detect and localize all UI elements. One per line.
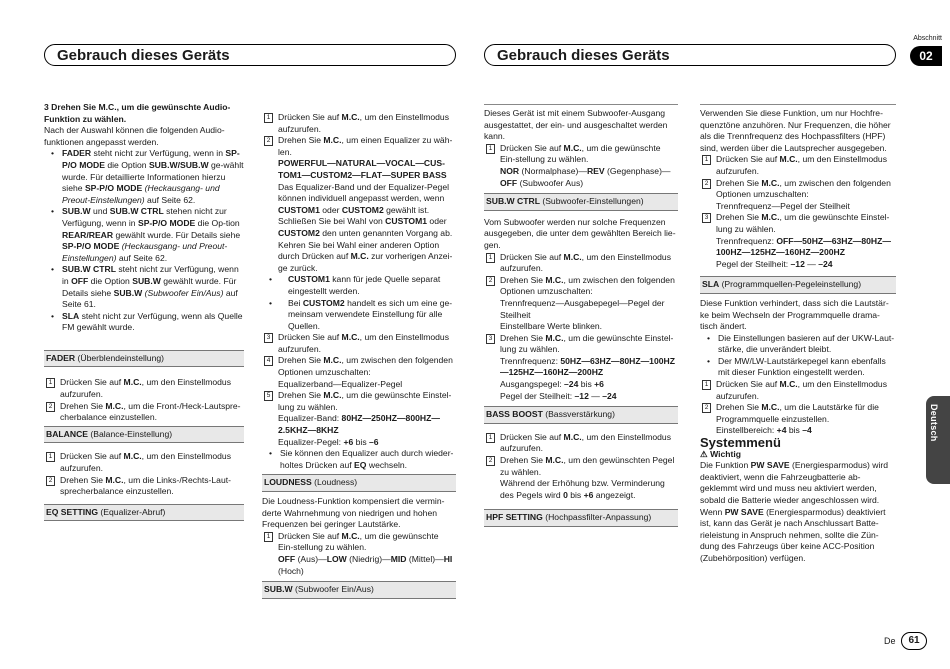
balance-step-1: 1 Drücken Sie auf M.C., um den Einstellmodus aufzurufen. — [44, 451, 244, 474]
subw-slope-level: Pegel der Steilheit: –12 — –24 — [500, 390, 617, 401]
subw-ctrl-heading: SUB.W CTRL (Subwoofer-Einstellungen) — [484, 193, 678, 211]
eq-step-2: 2 Drehen Sie M.C., um einen Equalizer zu wäh-len. — [262, 135, 456, 158]
subw-options: NOR (Normalphase)—REV (Gegenphase)—OFF (Subwoofer Aus) — [500, 165, 671, 188]
fader-step-1: 1 Drücken Sie auf M.C., um den Einstellmodus aufzurufen. — [44, 377, 244, 400]
section-label: Abschnitt — [913, 35, 942, 42]
important-note: ⚠︎ Wichtig — [700, 448, 742, 459]
loudness-step-1: 1 Drücken Sie auf M.C., um die gewünschte Ein-stellung zu wählen. — [262, 531, 456, 554]
subwoofer-heading: SUB.W (Subwoofer Ein/Aus) — [262, 581, 456, 599]
hpf-heading: HPF SETTING (Hochpassfilter-Anpassung) — [484, 509, 678, 527]
sla-description: Diese Funktion verhindert, dass sich die Lautstär-ke beim Wechseln der Programmquelle drama-tisch ändert. — [700, 297, 889, 332]
hpf-options: Trennfrequenz—Pegel der Steilheit — [716, 200, 850, 211]
eq-level-values: Equalizer-Pegel: +6 bis –6 — [278, 436, 379, 447]
hpf-cutoff-values: Trennfrequenz: OFF—50HZ—63HZ—80HZ—100HZ—125HZ—160HZ—200HZ — [716, 235, 891, 258]
hpf-step-2: 2 Drehen Sie M.C., um zwischen den folgenden Optionen umzuschalten: — [700, 178, 896, 201]
hpf-description: Verwenden Sie diese Funktion, um nur Hochfre-quenztöne anzuhören. Nur Frequenzen, die höher als die Trennfrequenz des Hochpassfilters (HPF) sind, werden über die Lautsprecher ausgegeben. — [700, 104, 896, 154]
eq-setting-heading: EQ SETTING (Equalizer-Abruf) — [44, 504, 244, 522]
subw-ctrl-note: Einstellbare Werte blinken. — [500, 321, 603, 332]
balance-step-2: 2 Drehen Sie M.C., um die Links-/Rechts-Laut-sprecherbalance einzustellen. — [44, 475, 244, 498]
bass-step-1: 1 Drücken Sie auf M.C., um den Einstellmodus aufzurufen. — [484, 432, 678, 455]
eq-step-5: 5 Drehen Sie M.C., um die gewünschte Einstel-lung zu wählen. — [262, 390, 456, 413]
language-tab-label: Deutsch — [929, 404, 939, 442]
bass-boost-heading: BASS BOOST (Bassverstärkung) — [484, 406, 678, 424]
fader-heading: FADER (Überblendeinstellung) — [44, 350, 244, 368]
system-menu-text: Die Funktion PW SAVE (Energiesparmodus) wird deaktiviert, wenn die Fahrzeugbatterie ab-geklemmt wird und muss neu aktiviert werden, sobald die Batterie wieder angeschlossen wird. Wenn PW SAVE (Energiesparmodus) deaktiviert ist, kann das Gerät je nach Anschlussart Batte-rieleistung in Anspruch nehmen, sollte die Zün-dung des Fahrzeugs über keine ACC-Position (Zubehörposition) verfügen. — [700, 460, 889, 563]
loudness-description: Die Loudness-Funktion kompensiert die vermin-derte Wahrnehmung von niedrigen und hohen Frequenzen bei geringer Lautstärke. — [262, 496, 445, 530]
sla-note-2: • Der MW/LW-Lautstärkepegel kann ebenfalls mit dieser Funktion eingestellt werden. — [700, 356, 896, 379]
bass-step-2: 2 Drehen Sie M.C., um den gewünschten Pegel zu wählen. — [484, 455, 678, 478]
subw-ctrl-description: Vom Subwoofer werden nur solche Frequenzen ausgegeben, die unter dem gewählten Bereich lie-gen. — [484, 216, 676, 250]
hpf-slope-level: Pegel der Steilheit: –12 — –24 — [716, 258, 833, 269]
loudness-heading: LOUDNESS (Loudness) — [262, 474, 456, 492]
hpf-step-1: 1 Drücken Sie auf M.C., um den Einstellmodus aufzurufen. — [700, 154, 896, 177]
eq-step-4: 4 Drehen Sie M.C., um zwischen den folgenden Optionen umzuschalten: — [262, 355, 456, 378]
step3-intro: Nach der Auswahl können die folgenden Audio-funktionen angepasst werden. — [44, 125, 225, 147]
language-tab — [926, 396, 950, 484]
balance-heading: BALANCE (Balance-Einstellung) — [44, 426, 244, 444]
section-number: 02 — [910, 46, 942, 66]
sla-step-2: 2 Drehen Sie M.C., um die Lautstärke für die Programmquelle einzustellen. — [700, 402, 896, 425]
footer-lang: De — [884, 636, 896, 646]
sla-step-1: 1 Drücken Sie auf M.C., um den Einstellmodus aufzurufen. — [700, 379, 896, 402]
note-subw: • SUB.W und SUB.W CTRL stehen nicht zur Verfügung, wenn in SP-P/O MODE die Op-tion REAR/REAR gewählt wurde. Für Details siehe SP-P/O MODE (Heckausgang- und Preout-Einstellungen) auf Seite 62. — [44, 206, 244, 264]
subw-cutoff-values: Trennfrequenz: 50HZ—63HZ—80HZ—100HZ—125HZ—160HZ—200HZ — [500, 355, 675, 378]
page-header-right — [484, 44, 896, 66]
header-left-title: Gebrauch dieses Geräts — [57, 47, 230, 64]
column-1 — [44, 102, 244, 521]
note-fader: • FADER steht nicht zur Verfügung, wenn in SP-P/O MODE die Option SUB.W/SUB.W ge-wählt wurde. Für detaillierte Informationen hierzu siehe SP-P/O MODE (Heckausgang- und Preout-Einstellungen) auf Seite 62. — [44, 148, 244, 206]
note-sla: • SLA steht nicht zur Verfügung, wenn als Quelle FM gewählt wurde. — [44, 311, 244, 334]
page-header-left — [44, 44, 456, 66]
hpf-step-3: 3 Drehen Sie M.C., um die gewünschte Einstel-lung zu wählen. — [700, 212, 896, 235]
subw-step-1: 1 Drücken Sie auf M.C., um die gewünschte Ein-stellung zu wählen. — [484, 143, 678, 166]
page-number: 61 — [901, 632, 927, 650]
sla-range: Einstellbereich: +4 bis –4 — [716, 425, 812, 436]
column-3 — [484, 104, 678, 527]
fader-step-2: 2 Drehen Sie M.C., um die Front-/Heck-Lautspre-cherbalance einzustellen. — [44, 401, 244, 424]
important-icon: ⚠︎ — [700, 448, 711, 459]
sla-note-1: • Die Einstellungen basieren auf der UKW-Laut-stärke, die unverändert bleibt. — [700, 333, 896, 356]
eq-custom-text: Das Equalizer-Band und der Equalizer-Pegel können individuell angepasst werden, wenn CUSTOM1 oder CUSTOM2 gewählt ist. Schließen Sie bei Wahl von CUSTOM1 oder CUSTOM2 den unten genannten Vorgang ab. Kehren Sie bei Wahl einer anderen Option durch Drücken auf M.C. zur vorherigen Anzei-ge zurück. — [278, 181, 453, 273]
eq-note-custom2: • Bei CUSTOM2 handelt es sich um eine ge-meinsam verwendete Einstellung für alle Quellen. — [262, 298, 456, 333]
subwoofer-description: Dieses Gerät ist mit einem Subwoofer-Ausgang ausgestattet, der ein- und ausgeschaltet werden kann. — [484, 104, 678, 143]
note-subw-ctrl: • SUB.W CTRL steht nicht zur Verfügung, wenn in OFF die Option SUB.W gewählt wurde. Für Details siehe SUB.W (Subwoofer Ein/Aus) auf Seite 61. — [44, 264, 244, 310]
step3-title: 3 Drehen Sie M.C., um die gewünschte Audio-Funktion zu wählen. — [44, 102, 231, 124]
eq-note-custom1: • CUSTOM1 kann für jede Quelle separat eingestellt werden. — [262, 274, 456, 297]
system-menu-title: Systemmenü — [700, 435, 781, 451]
loudness-options: OFF (Aus)—LOW (Niedrig)—MID (Mittel)—HI (Hoch) — [278, 553, 453, 576]
subw-output-level: Ausgangspegel: –24 bis +6 — [500, 379, 604, 390]
sla-heading: SLA (Programmquellen-Pegeleinstellung) — [700, 276, 896, 294]
column-4 — [700, 104, 896, 565]
eq-band-values: Equalizer-Band: 80HZ—250HZ—800HZ—2.5KHZ—8KHZ — [278, 413, 440, 436]
eq-presets: POWERFUL—NATURAL—VOCAL—CUS-TOM1—CUSTOM2—FLAT—SUPER BASS — [278, 158, 447, 180]
eq-note-eq-button: • Sie können den Equalizer auch durch wieder-holtes Drücken auf EQ wechseln. — [262, 448, 456, 471]
subw-ctrl-step-2: 2 Drehen Sie M.C., um zwischen den folgenden Optionen umzuschalten: — [484, 275, 678, 298]
header-right-title: Gebrauch dieses Geräts — [497, 47, 670, 64]
eq-step-4-options: Equalizerband—Equalizer-Pegel — [278, 378, 403, 389]
eq-step-3: 3 Drücken Sie auf M.C., um den Einstellmodus aufzurufen. — [262, 332, 456, 355]
bass-note: Während der Erhöhung bzw. Verminderung des Pegels wird 0 bis +6 angezeigt. — [500, 478, 665, 500]
subw-ctrl-step-1: 1 Drücken Sie auf M.C., um den Einstellmodus aufzurufen. — [484, 252, 678, 275]
subw-ctrl-step-3: 3 Drehen Sie M.C., um die gewünschte Einstel-lung zu wählen. — [484, 333, 678, 356]
column-2 — [262, 112, 456, 599]
eq-step-1: 1 Drücken Sie auf M.C., um den Einstellmodus aufzurufen. — [262, 112, 456, 135]
subw-ctrl-options: Trennfrequenz—Ausgabepegel—Pegel der Steilheit — [500, 297, 665, 320]
